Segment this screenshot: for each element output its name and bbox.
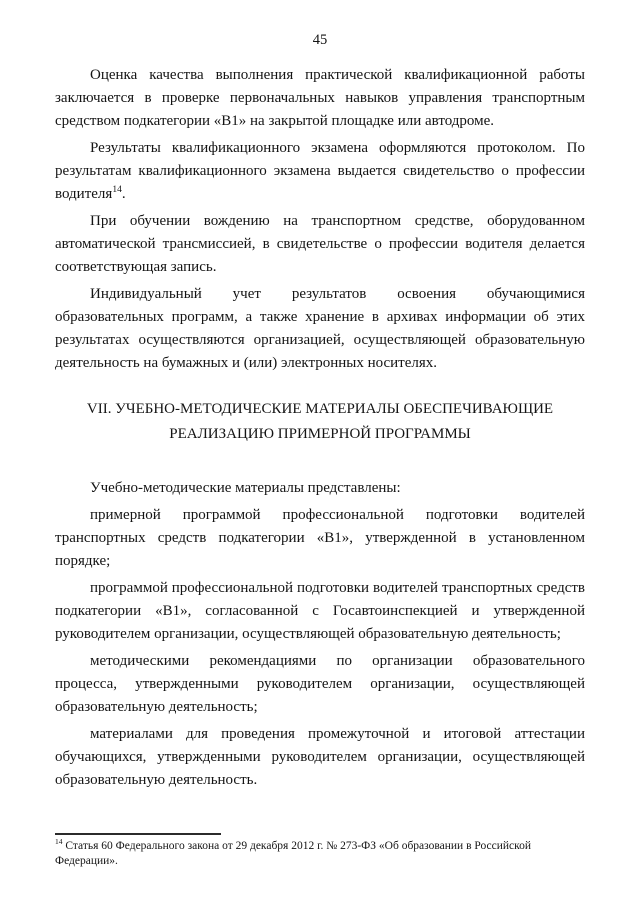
paragraph-item-agreed-program: программой профессиональной подготовки водителей транспортных средств подкатегории «В1», согласованной с Госавтоинспекцией и утвержденной руководителем организации, осуществляющей образовательную деятельность; bbox=[55, 580, 585, 642]
footnote-marker-14: 14 bbox=[55, 837, 63, 847]
footnote-divider bbox=[55, 833, 221, 835]
footnote-text bbox=[55, 839, 585, 869]
page-content bbox=[55, 30, 585, 796]
section-heading-line-1: VII. УЧЕБНО-МЕТОДИЧЕСКИЕ МАТЕРИАЛЫ ОБЕСПЕЧИВАЮЩИЕ bbox=[86, 401, 554, 417]
paragraph-item-attestation-materials: материалами для проведения промежуточной и итоговой аттестации обучающихся, утвержденными руководителем организации, осуществляющей образовательную деятельность. bbox=[55, 726, 585, 788]
footnote-area bbox=[55, 833, 585, 869]
page-number: 45 bbox=[312, 32, 328, 48]
paragraph-exam-results bbox=[55, 137, 585, 206]
footnote-reference-14: 14 bbox=[112, 185, 122, 195]
paragraph-practical-work-assessment: Оценка качества выполнения практической квалификационной работы заключается в проверке первоначальных навыков управления транспортным средством подкатегории «В1» на закрытой площадке или автодроме. bbox=[55, 67, 585, 129]
paragraph-individual-records: Индивидуальный учет результатов освоения обучающимися образовательных программ, а также хранение в архивах информации об этих результатах осуществляются организацией, осуществляющей образовательную деятельность на бумажных и (или) электронных носителях. bbox=[55, 286, 585, 371]
footnote-body: Статья 60 Федерального закона от 29 декабря 2012 г. № 273-ФЗ «Об образовании в Российской Федерации». bbox=[55, 840, 532, 867]
paragraph-exam-results-text: Результаты квалификационного экзамена оформляются протоколом. По результатам квалификационного экзамена выдается свидетельство о профессии водителя bbox=[55, 140, 585, 202]
paragraph-item-methodical-recommendations: методическими рекомендациями по организации образовательного процесса, утвержденными руководителем организации, осуществляющей образовательную деятельность; bbox=[55, 653, 585, 715]
paragraph-item-approximate-program: примерной программой профессиональной подготовки водителей транспортных средств подкатегории «В1», утвержденной в установленном порядке; bbox=[55, 507, 585, 569]
paragraph-exam-results-period: . bbox=[121, 186, 126, 202]
paragraph-materials-intro: Учебно-методические материалы представлены: bbox=[90, 480, 401, 496]
section-heading-line-2: РЕАЛИЗАЦИЮ ПРИМЕРНОЙ ПРОГРАММЫ bbox=[169, 426, 471, 442]
section-heading bbox=[55, 397, 585, 447]
paragraph-automatic-transmission: При обучении вождению на транспортном средстве, оборудованном автоматической трансмиссией, в свидетельстве о профессии водителя делается соответствующая запись. bbox=[55, 213, 585, 275]
